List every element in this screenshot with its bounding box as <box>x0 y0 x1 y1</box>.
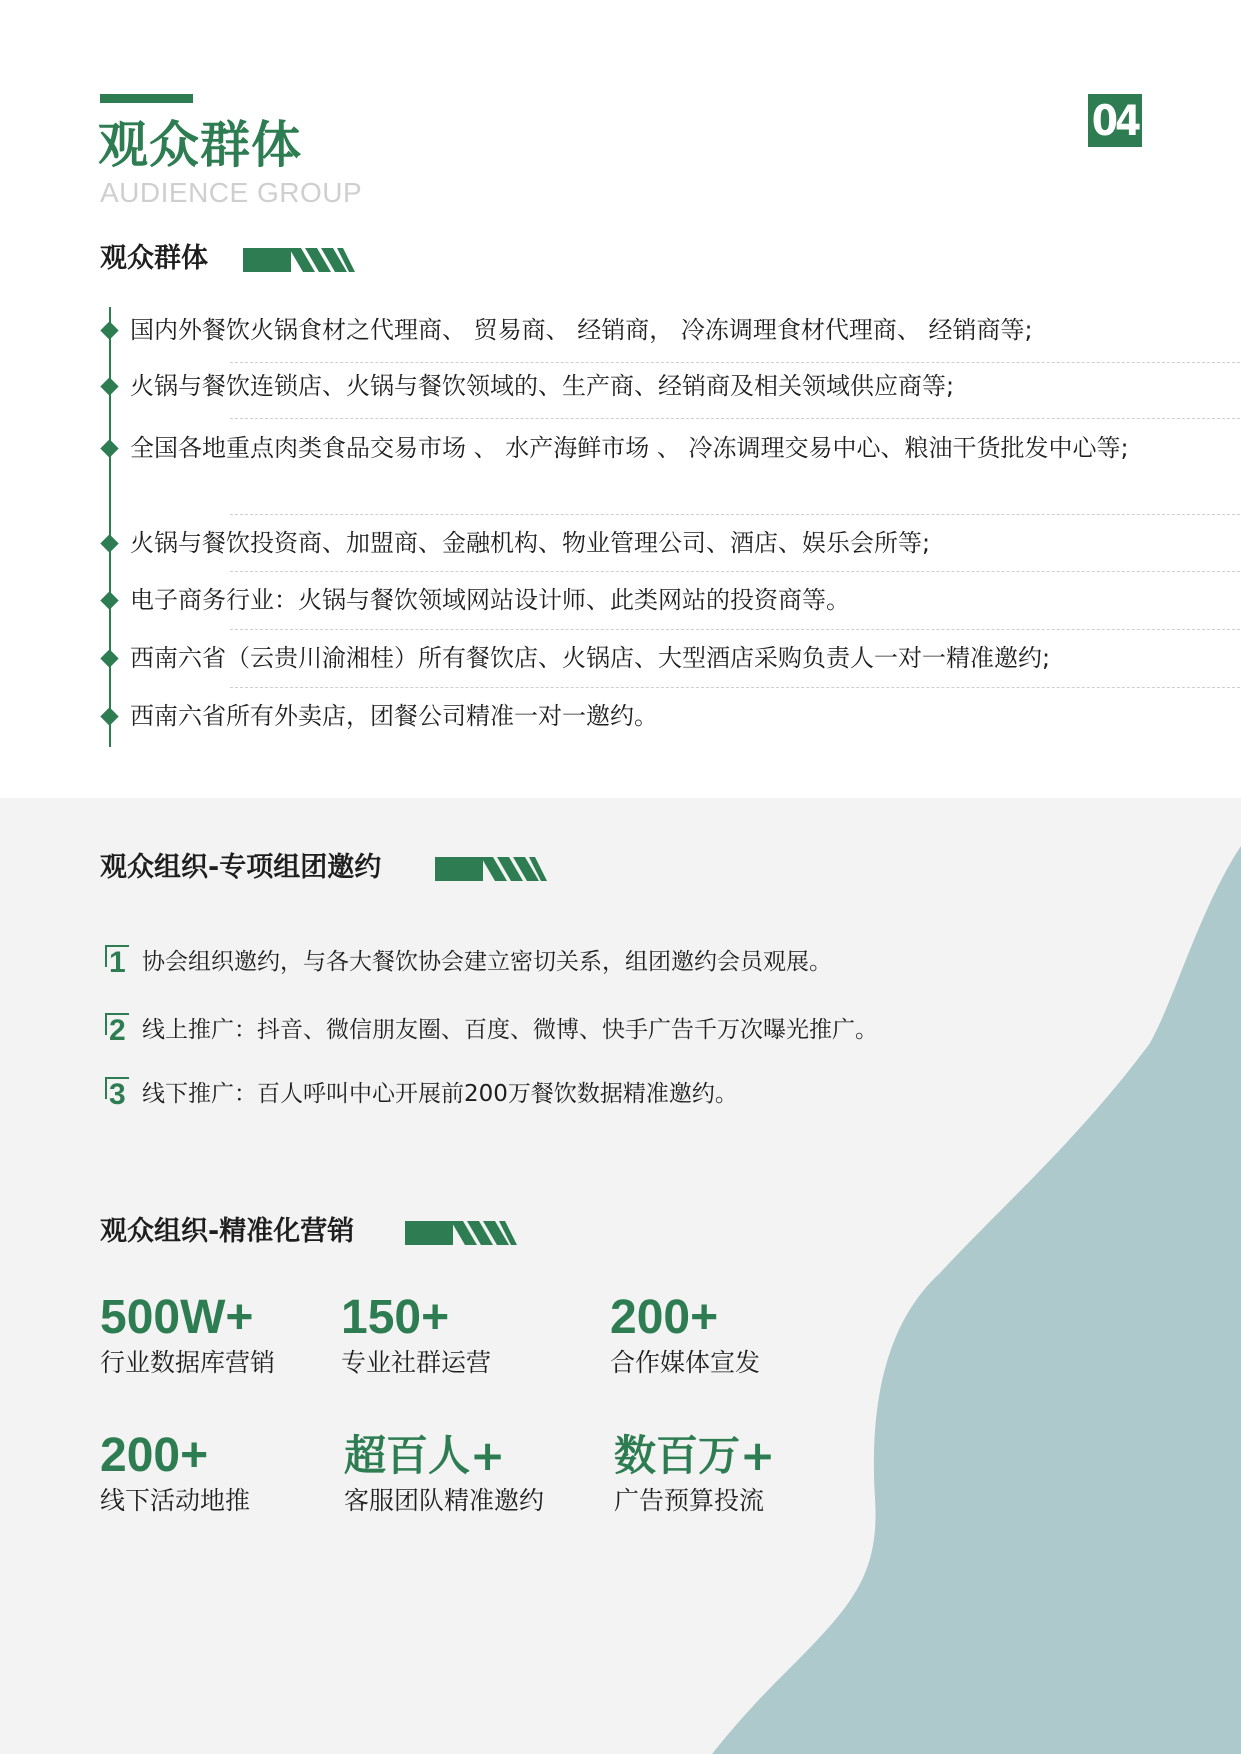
number-marker <box>100 941 134 981</box>
page-title: 观众群体 <box>98 116 302 174</box>
stat-label: 客服团队精准邀约 <box>344 1486 545 1515</box>
item-number: 1 <box>109 946 126 979</box>
dashed-divider <box>230 687 1241 688</box>
list-item-text: 西南六省（云贵川渝湘桂）所有餐饮店、火锅店、大型酒店采购负责人一对一精准邀约; <box>130 644 1051 672</box>
stat-value: 数百万+ <box>614 1431 776 1480</box>
section-heading-precision-marketing: 观众组织-精准化营销 <box>100 1216 355 1247</box>
list-timeline-line <box>109 307 111 747</box>
stat-label: 广告预算投流 <box>614 1486 765 1515</box>
stat-label: 行业数据库营销 <box>100 1348 276 1377</box>
stat-block <box>341 1290 491 1380</box>
stat-value: 超百人+ <box>344 1431 506 1480</box>
page-number-badge: 04 <box>1088 94 1142 147</box>
numbered-item-text: 线上推广：抖音、微信朋友圈、百度、微博、快手广告千万次曝光推广。 <box>142 1017 878 1043</box>
numbered-item <box>100 1073 1140 1117</box>
list-item-text: 全国各地重点肉类食品交易市场 、 水产海鲜市场 、 冷冻调理交易中心、粮油干货批发中心等; <box>130 434 1129 462</box>
list-item-text: 火锅与餐饮连锁店、火锅与餐饮领域的、生产商、经销商及相关领域供应商等; <box>130 372 955 400</box>
stat-block <box>100 1428 250 1518</box>
stat-value: 200+ <box>610 1291 719 1344</box>
diamond-bullet-icon <box>100 439 118 457</box>
stat-value: 200+ <box>100 1429 209 1482</box>
numbered-item-text: 协会组织邀约，与各大餐饮协会建立密切关系，组团邀约会员观展。 <box>142 949 832 975</box>
stat-block <box>344 1428 544 1518</box>
diamond-bullet-icon <box>100 534 118 552</box>
stat-label: 合作媒体宣发 <box>610 1348 761 1377</box>
dashed-divider <box>230 362 1241 363</box>
stat-value: 150+ <box>341 1291 450 1344</box>
heading-stripes-decoration <box>405 1221 517 1245</box>
dashed-divider <box>230 418 1241 419</box>
stat-block <box>100 1290 275 1380</box>
stat-block <box>610 1290 760 1380</box>
numbered-item <box>100 1009 1140 1053</box>
heading-stripes-decoration <box>243 248 355 272</box>
diamond-bullet-icon <box>100 377 118 395</box>
diamond-bullet-icon <box>100 649 118 667</box>
page-subtitle: AUDIENCE GROUP <box>100 177 363 208</box>
numbered-item <box>100 941 1140 985</box>
number-marker <box>100 1009 134 1049</box>
list-item-text: 火锅与餐饮投资商、加盟商、金融机构、物业管理公司、酒店、娱乐会所等; <box>130 529 931 557</box>
dashed-divider <box>230 514 1241 515</box>
stat-value: 500W+ <box>100 1291 254 1344</box>
dashed-divider <box>230 571 1241 572</box>
item-number: 2 <box>109 1014 126 1047</box>
numbered-item-text: 线下推广：百人呼叫中心开展前200万餐饮数据精准邀约。 <box>142 1081 738 1107</box>
stat-label: 专业社群运营 <box>341 1348 492 1377</box>
diamond-bullet-icon <box>100 707 118 725</box>
section-heading-audience: 观众群体 <box>100 243 208 274</box>
stat-block <box>614 1428 775 1518</box>
stat-label: 线下活动地推 <box>100 1486 251 1515</box>
number-marker <box>100 1073 134 1113</box>
diamond-bullet-icon <box>100 591 118 609</box>
heading-stripes-decoration <box>435 857 547 881</box>
section-heading-group-invitation: 观众组织-专项组团邀约 <box>100 852 382 883</box>
dashed-divider <box>230 629 1241 630</box>
list-item-text: 电子商务行业：火锅与餐饮领域网站设计师、此类网站的投资商等。 <box>130 586 850 614</box>
item-number: 3 <box>109 1078 126 1111</box>
list-item-text: 国内外餐饮火锅食材之代理商、 贸易商、 经销商， 冷冻调理食材代理商、 经销商等; <box>130 316 1033 344</box>
list-item-text: 西南六省所有外卖店，团餐公司精准一对一邀约。 <box>130 702 658 730</box>
diamond-bullet-icon <box>100 321 118 339</box>
title-accent-bar <box>100 94 193 103</box>
